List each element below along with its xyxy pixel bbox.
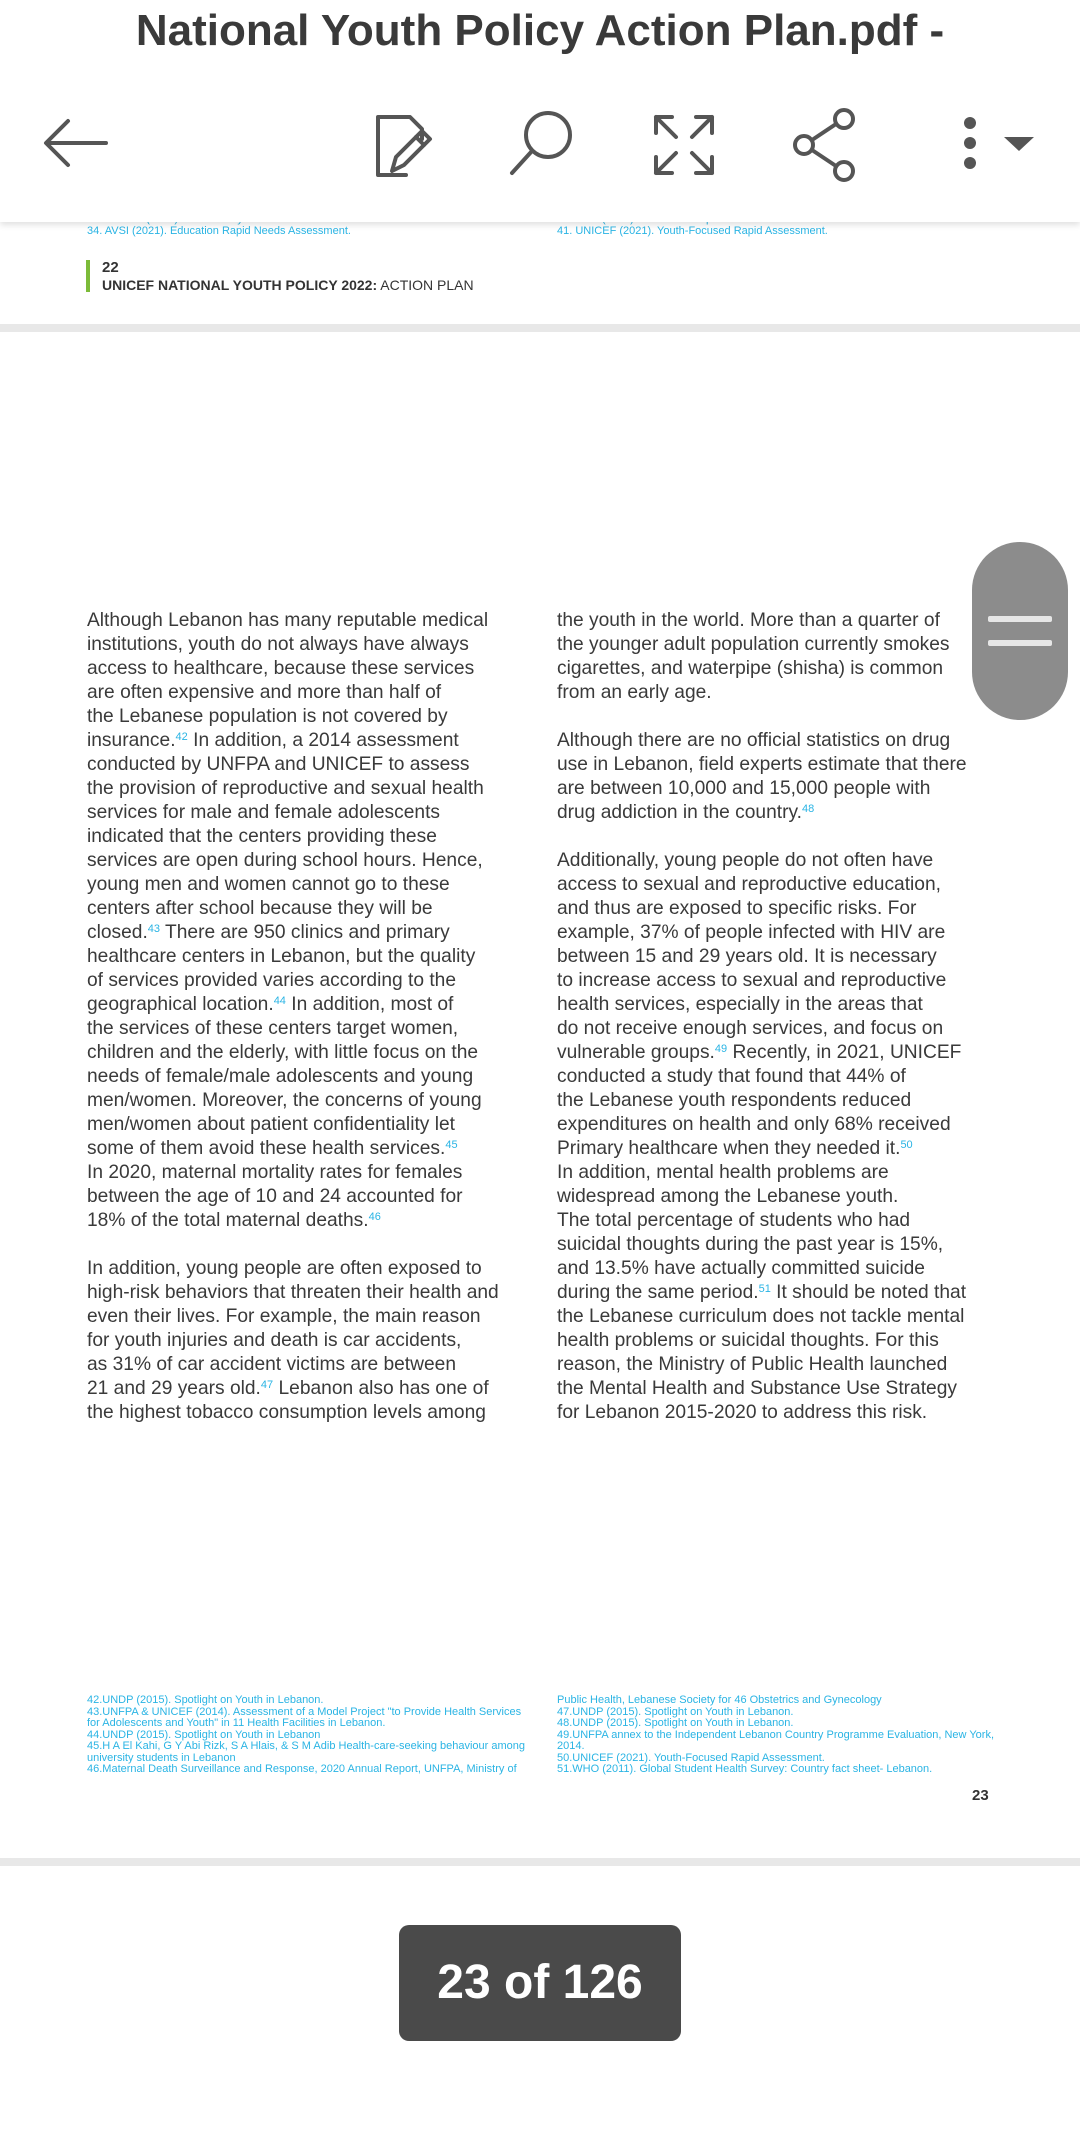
text-line (87, 609, 499, 633)
running-footer-rest: ACTION PLAN (377, 277, 474, 293)
text-span: institutions, youth do not always have always (87, 634, 469, 655)
text-span: It should be noted that (770, 1282, 967, 1303)
text-line (557, 1209, 967, 1233)
footnote: 51.WHO (2011). Global Student Health Survey: Country fact sheet- Lebanon. (557, 1763, 933, 1775)
text-span: health services, especially in the areas that (557, 994, 923, 1015)
text-span: services are open during school hours. Hence, (87, 850, 483, 871)
footnote-reference[interactable]: 51 (758, 1283, 771, 1295)
text-line (557, 609, 967, 633)
text-line (87, 1137, 499, 1161)
fullscreen-icon[interactable] (644, 105, 724, 185)
text-span: for youth injuries and death is car accidents, (87, 1330, 462, 1351)
text-span: Primary healthcare when they needed it. (557, 1138, 901, 1159)
text-line (87, 1209, 499, 1233)
text-span: the highest tobacco consumption levels among (87, 1402, 486, 1423)
text-span: Recently, in 2021, UNICEF (727, 1042, 962, 1063)
text-line (557, 729, 967, 753)
text-line (87, 1377, 499, 1401)
footnote: 2014. (557, 1740, 585, 1752)
arrow-left-icon[interactable] (36, 105, 116, 185)
paragraph-gap (87, 1233, 499, 1257)
text-span: Although Lebanon has many reputable medical (87, 610, 489, 631)
text-line (557, 681, 967, 705)
text-span: from an early age. (557, 682, 712, 703)
text-span: and thus are exposed to specific risks. For (557, 898, 917, 919)
text-line (557, 1377, 967, 1401)
text-span: In addition, a 2014 assessment (187, 730, 459, 751)
text-span: during the same period. (557, 1282, 759, 1303)
text-span: the Lebanese youth respondents reduced (557, 1090, 912, 1111)
current-page (0, 332, 1080, 1858)
footnote-reference[interactable]: 48 (801, 803, 815, 815)
page-number: 23 (972, 1787, 989, 1804)
text-line (87, 993, 499, 1017)
text-span: In addition, mental health problems are (557, 1162, 889, 1183)
text-line (87, 969, 499, 993)
text-span: are between 10,000 and 15,000 people with (557, 778, 931, 799)
text-span: cigarettes, and waterpipe (shisha) is common (557, 658, 944, 679)
text-line (557, 801, 967, 825)
previous-page-number: 22 (102, 259, 119, 276)
footnote-reference[interactable]: 42 (175, 731, 188, 743)
right-text-column (557, 609, 967, 1425)
text-line (557, 1065, 967, 1089)
text-line (557, 1401, 967, 1425)
text-span: access to healthcare, because these services (87, 658, 475, 679)
text-span: health problems or suicidal thoughts. For this (557, 1330, 939, 1351)
footnote-reference[interactable]: 50 (900, 1139, 913, 1151)
text-span: centers after school because they will be (87, 898, 433, 919)
text-span: reason, the Ministry of Public Health launched (557, 1354, 948, 1375)
top-app-bar (0, 0, 1080, 222)
footnote: 45.H A El Kahi, G Y Abi Rizk, S A Hlais, & S M Adib Health-care-seeking behaviour among (87, 1740, 525, 1752)
text-span: Lebanon also has one of (273, 1378, 489, 1399)
text-span: high-risk behaviors that threaten their health and (87, 1282, 499, 1303)
text-line (87, 1401, 499, 1425)
text-span: of services provided varies according to the (87, 970, 457, 991)
text-span: the services of these centers target women, (87, 1018, 459, 1039)
text-line (557, 897, 967, 921)
text-span: even their lives. For example, the main reason (87, 1306, 481, 1327)
page-separator (0, 324, 1080, 332)
text-line (557, 1353, 967, 1377)
text-span: 18% of the total maternal deaths. (87, 1210, 369, 1231)
running-footer-bold: UNICEF NATIONAL YOUTH POLICY 2022: (102, 277, 378, 293)
text-span: indicated that the centers providing these (87, 826, 437, 847)
text-line (87, 1257, 499, 1281)
text-line (557, 1281, 967, 1305)
text-line (87, 681, 499, 705)
text-line (557, 1233, 967, 1257)
footnote-reference[interactable]: 49 (714, 1043, 728, 1055)
text-line (557, 1041, 967, 1065)
footnote: 41. UNICEF (2021). Youth-Focused Rapid Assessment. (557, 224, 828, 237)
footnote: 34. AVSI (2021). Education Rapid Needs Assessment. (87, 224, 351, 237)
text-span: The total percentage of students who had (557, 1210, 911, 1231)
footnote: 44.UNDP (2015). Spotlight on Youth in Lebanon (87, 1728, 321, 1741)
text-line (557, 849, 967, 873)
text-line (557, 1257, 967, 1281)
text-span: services for male and female adolescents (87, 802, 441, 823)
scroll-grip-line (988, 616, 1052, 622)
text-line (557, 633, 967, 657)
text-line (557, 777, 967, 801)
previous-page-footer (86, 260, 474, 292)
text-line (87, 1329, 499, 1353)
text-span: In 2020, maternal mortality rates for females (87, 1162, 463, 1183)
text-line (557, 657, 967, 681)
text-line (557, 1185, 967, 1209)
more-vertical-dropdown-icon[interactable] (950, 105, 1060, 185)
text-span: between the age of 10 and 24 accounted for (87, 1186, 463, 1207)
text-span: young men and women cannot go to these (87, 874, 450, 895)
page-counter: 23 of 126 (399, 1925, 681, 2041)
text-span: vulnerable groups. (557, 1042, 715, 1063)
footnote-reference[interactable]: 43 (147, 923, 161, 935)
text-line (87, 873, 499, 897)
fast-scroll-handle[interactable] (972, 542, 1068, 720)
text-span: for Lebanon 2015-2020 to address this risk. (557, 1402, 928, 1423)
text-line (557, 1113, 967, 1137)
text-line (87, 753, 499, 777)
text-line (87, 1161, 499, 1185)
text-span: between 15 and 29 years old. It is necessary (557, 946, 937, 967)
text-span: widespread among the Lebanese youth. (557, 1186, 899, 1207)
text-line (557, 1137, 967, 1161)
left-text-column (87, 609, 499, 1425)
text-line (87, 801, 499, 825)
text-line (557, 921, 967, 945)
text-span: the Mental Health and Substance Use Strategy (557, 1378, 957, 1399)
footnote: 43.UNFPA & UNICEF (2014). Assessment of a Model Project "to Provide Health Services (87, 1705, 522, 1718)
text-line (87, 945, 499, 969)
text-line (87, 921, 499, 945)
footnote: 49.UNFPA annex to the Independent Lebanon Country Programme Evaluation, New York, (557, 1728, 995, 1741)
text-span: as 31% of car accident victims are between (87, 1354, 457, 1375)
text-span: closed. (87, 922, 148, 943)
text-line (87, 1065, 499, 1089)
text-span: the provision of reproductive and sexual health (87, 778, 484, 799)
text-span: Although there are no official statistics on drug (557, 730, 951, 751)
scroll-grip-line (988, 640, 1052, 646)
text-span: some of them avoid these health services. (87, 1138, 446, 1159)
text-line (87, 1281, 499, 1305)
text-span: suicidal thoughts during the past year is 15%, (557, 1234, 944, 1255)
search-icon[interactable] (502, 105, 582, 185)
footnote: 42.UNDP (2015). Spotlight on Youth in Lebanon. (87, 1694, 324, 1706)
footnote: 47.UNDP (2015). Spotlight on Youth in Lebanon. (557, 1705, 794, 1718)
text-span: to increase access to sexual and reproductive (557, 970, 947, 991)
text-line (87, 1305, 499, 1329)
running-footer (102, 276, 474, 294)
text-line (87, 729, 499, 753)
paragraph-gap (557, 825, 967, 849)
footnote: 48.UNDP (2015). Spotlight on Youth in Lebanon. (557, 1717, 794, 1729)
text-line (557, 945, 967, 969)
footnotes-right (557, 1695, 994, 1776)
text-line (87, 705, 499, 729)
text-span: 21 and 29 years old. (87, 1378, 261, 1399)
text-line (557, 1089, 967, 1113)
text-span: conducted by UNFPA and UNICEF to assess (87, 754, 470, 775)
paragraph-gap (557, 705, 967, 729)
text-line (557, 969, 967, 993)
text-line (557, 1017, 967, 1041)
share-icon[interactable] (786, 105, 866, 185)
text-line (87, 633, 499, 657)
edit-document-icon[interactable] (362, 105, 442, 185)
text-span: In addition, young people are often exposed to (87, 1258, 482, 1279)
text-span: the Lebanese curriculum does not tackle mental (557, 1306, 965, 1327)
text-line (557, 1305, 967, 1329)
text-span: There are 950 clinics and primary (160, 922, 450, 943)
text-line (557, 873, 967, 897)
footnote-reference[interactable]: 47 (260, 1379, 274, 1391)
text-span: men/women. Moreover, the concerns of young (87, 1090, 482, 1111)
text-span: are often expensive and more than half of (87, 682, 442, 703)
footnote-reference[interactable]: 46 (368, 1211, 381, 1223)
text-span: drug addiction in the country. (557, 802, 802, 823)
text-span: example, 37% of people infected with HIV are (557, 922, 946, 943)
text-line (87, 897, 499, 921)
text-span: the youth in the world. More than a quarter of (557, 610, 940, 631)
text-span: do not receive enough services, and focus on (557, 1018, 944, 1039)
text-span: the Lebanese population is not covered by (87, 706, 448, 727)
text-span: and 13.5% have actually committed suicide (557, 1258, 925, 1279)
text-line (87, 1353, 499, 1377)
text-span: access to sexual and reproductive education, (557, 874, 941, 895)
text-line (557, 1329, 967, 1353)
text-line (87, 1041, 499, 1065)
footnote: 50.UNICEF (2021). Youth-Focused Rapid Assessment. (557, 1751, 825, 1764)
page-separator (0, 1858, 1080, 1866)
text-line (87, 825, 499, 849)
text-line (557, 753, 967, 777)
text-span: children and the elderly, with little focus on the (87, 1042, 479, 1063)
text-span: healthcare centers in Lebanon, but the quality (87, 946, 476, 967)
footnote: university students in Lebanon (87, 1751, 236, 1764)
document-title: National Youth Policy Action Plan.pdf - (135, 6, 945, 55)
text-line (557, 1161, 967, 1185)
text-line (87, 1089, 499, 1113)
text-span: In addition, most of (285, 994, 454, 1015)
footnotes-left (87, 1695, 525, 1776)
text-span: expenditures on health and only 68% received (557, 1114, 951, 1135)
text-span: the younger adult population currently smokes (557, 634, 950, 655)
text-span: conducted a study that found that 44% of (557, 1066, 906, 1087)
text-line (87, 1017, 499, 1041)
text-span: men/women about patient confidentiality let (87, 1114, 455, 1135)
text-span: geographical location. (87, 994, 274, 1015)
text-line (87, 849, 499, 873)
text-line (87, 777, 499, 801)
text-span: use in Lebanon, field experts estimate that there (557, 754, 967, 775)
text-line (87, 657, 499, 681)
text-line (87, 1185, 499, 1209)
footnote-reference[interactable]: 45 (445, 1139, 458, 1151)
text-line (557, 993, 967, 1017)
text-span: Additionally, young people do not often have (557, 850, 934, 871)
text-line (87, 1113, 499, 1137)
footnote: 46.Maternal Death Surveillance and Response, 2020 Annual Report, UNFPA, Ministry of (87, 1763, 517, 1775)
text-span: insurance. (87, 730, 176, 751)
footnote: for Adolescents and Youth" in 11 Health Facilities in Lebanon. (87, 1717, 386, 1729)
text-span: needs of female/male adolescents and young (87, 1066, 474, 1087)
footnote: Public Health, Lebanese Society for 46 Obstetrics and Gynecology (557, 1694, 882, 1706)
footnote-reference[interactable]: 44 (273, 995, 286, 1007)
